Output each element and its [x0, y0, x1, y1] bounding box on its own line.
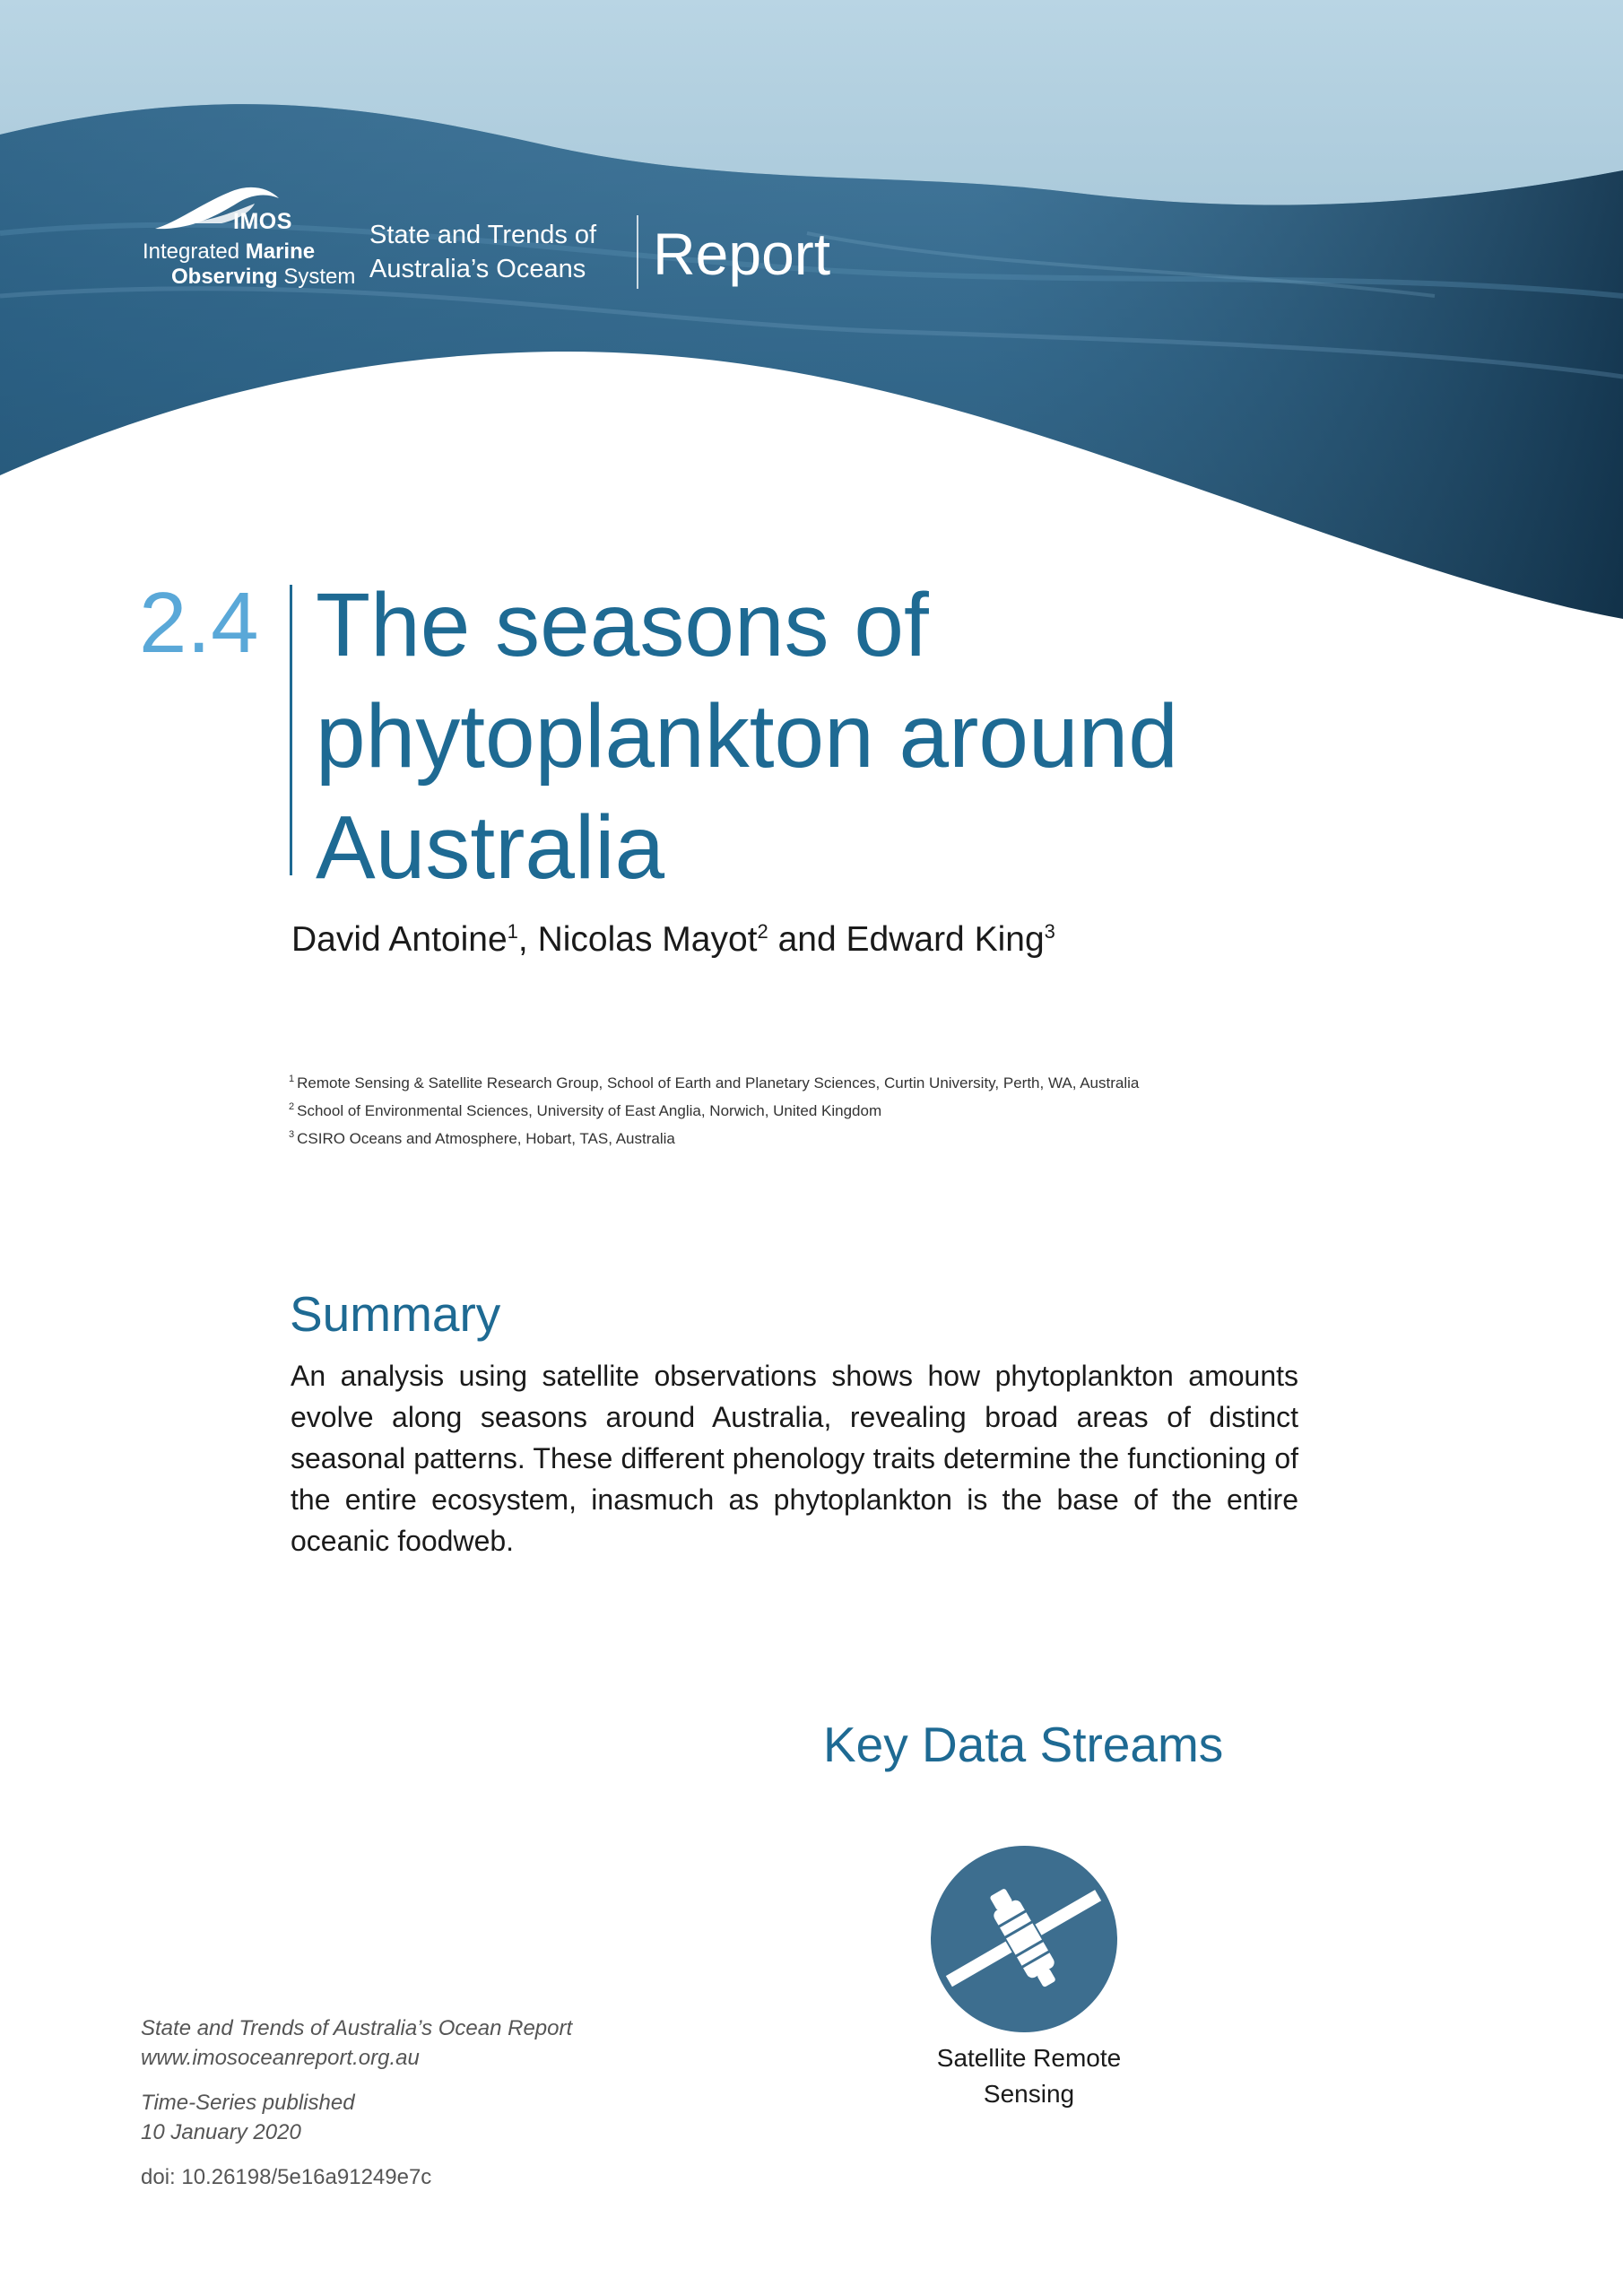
footer-published-date: 10 January 2020: [141, 2120, 301, 2144]
logo-mark-text: IMOS: [233, 209, 292, 234]
title-rule: [290, 585, 292, 875]
affiliation-item: $^3$ CSIRO Oceans and Atmosphere, Hobart, TAS, Australia: [289, 1129, 675, 1147]
logo-line-1: Integrated Marine: [143, 239, 316, 264]
page-title: The seasons of phytoplankton around Australia: [316, 575, 1178, 898]
report-label: Report: [653, 221, 831, 287]
imos-logo[interactable]: [139, 184, 354, 291]
author-name: David Antoine: [291, 920, 508, 959]
section-number: 2.4: [139, 575, 259, 671]
footer-published-label: Time-Series published: [141, 2091, 355, 2115]
header-divider: [637, 215, 638, 289]
author-list: David Antoine$^1$, Nicolas Mayot$^2$ and Edward King$^3$: [291, 920, 1055, 959]
ocean-header-image: [0, 0, 1623, 628]
summary-text: An analysis using satellite observations shows how phytoplankton amounts evolve along seasons around Australia, revealing broad areas of distinct seasonal patterns. These different phenology traits determine the functioning of the entire ecosystem, inasmuch as phytoplankton is the base of the entire oceanic foodweb.: [291, 1360, 1298, 1557]
summary-heading: Summary: [290, 1286, 501, 1342]
footer-doi[interactable]: doi: 10.26198/5e16a91249e7c: [141, 2165, 432, 2189]
author-name: Nicolas Mayot: [537, 920, 758, 959]
footer-report-name: State and Trends of Australia’s Ocean Report: [141, 2016, 573, 2040]
report-series-title: State and Trends of Australia’s Oceans: [369, 221, 597, 283]
affiliation-item: $^2$ School of Environmental Sciences, University of East Anglia, Norwich, United Kingdom: [289, 1101, 882, 1119]
logo-line-2: Observing System: [171, 265, 356, 289]
publication-footer: [141, 2013, 572, 2192]
footer-website-link[interactable]: www.imosoceanreport.org.au: [141, 2046, 420, 2070]
satellite-icon: [931, 1846, 1117, 2032]
data-stream-label: Satellite Remote Sensing: [936, 2044, 1122, 2108]
key-data-streams-heading: Key Data Streams: [823, 1717, 1224, 1772]
affiliation-item: $^1$ Remote Sensing & Satellite Research Group, School of Earth and Planetary Sciences, Curtin University, Perth, WA, Australia: [289, 1074, 1140, 1091]
affiliations: [289, 1069, 1139, 1152]
author-name: Edward King: [846, 920, 1045, 959]
